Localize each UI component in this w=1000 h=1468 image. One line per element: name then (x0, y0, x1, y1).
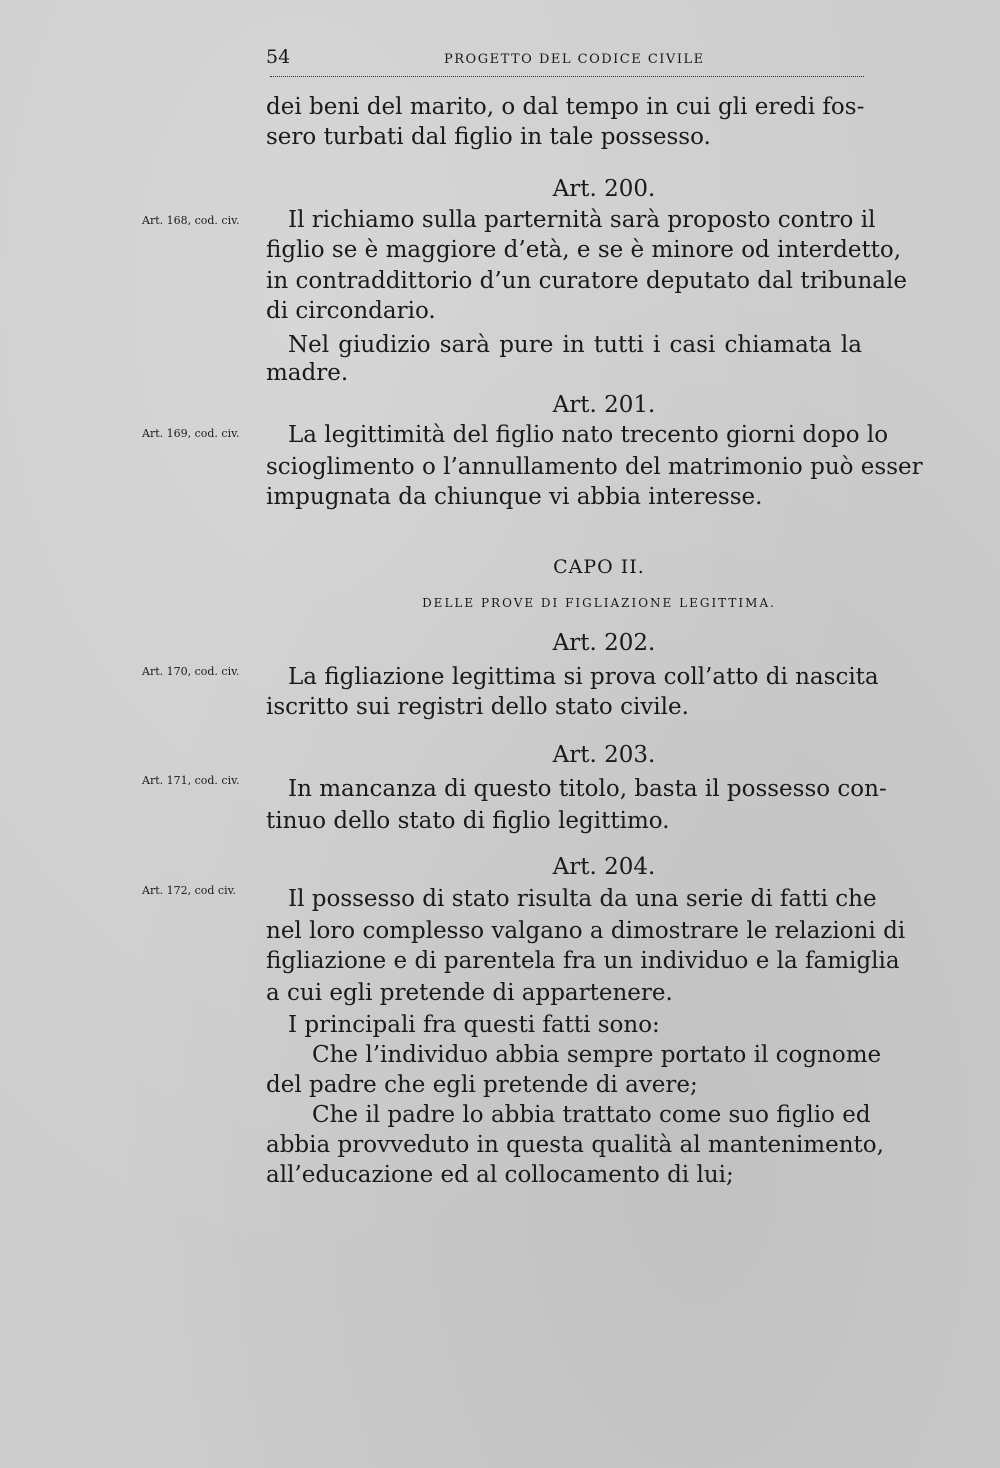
article-line: nel loro complesso valgano a dimostrare le relazioni di (266, 918, 906, 944)
continuation-line: sero turbati dal figlio in tale possesso. (266, 124, 711, 150)
article-line: del padre che egli pretende di avere; (266, 1072, 698, 1098)
article-line: In mancanza di questo titolo, basta il possesso con- (288, 776, 887, 802)
article-line: a cui egli pretende di appartenere. (266, 980, 673, 1006)
article-line: Che il padre lo abbia trattato come suo figlio ed (312, 1102, 871, 1128)
margin-note: Art. 171, cod. civ. (142, 774, 240, 787)
article-heading (266, 390, 862, 420)
article-heading (266, 628, 862, 658)
article-heading (266, 740, 862, 770)
article-heading-text: Art. 204. (552, 854, 656, 880)
article-line: Nel giudizio sarà pure in tutti i casi chiamata la (288, 332, 862, 358)
running-title: PROGETTO DEL CODICE CIVILE (444, 52, 705, 67)
chapter-subtitle-text: DELLE PROVE DI FIGLIAZIONE LEGITTIMA. (422, 596, 776, 610)
article-line: iscritto sui registri dello stato civile. (266, 694, 689, 720)
continuation-line: dei beni del marito, o dal tempo in cui gli eredi fos- (266, 94, 865, 120)
article-heading-text: Art. 200. (552, 176, 656, 202)
article-line: Il possesso di stato risulta da una serie di fatti che (288, 886, 877, 912)
article-line: abbia provveduto in questa qualità al mantenimento, (266, 1132, 884, 1158)
article-line: figliazione e di parentela fra un individuo e la famiglia (266, 948, 900, 974)
margin-note: Art. 170, cod. civ. (142, 665, 240, 678)
article-line: figlio se è maggiore d’età, e se è minore od interdetto, (266, 237, 902, 263)
article-heading-text: Art. 201. (552, 392, 656, 418)
article-line: Che l’individuo abbia sempre portato il cognome (312, 1042, 882, 1068)
article-line: I principali fra questi fatti sono: (288, 1012, 660, 1038)
margin-note: Art. 168, cod. civ. (142, 214, 240, 227)
chapter-title (266, 554, 862, 580)
article-line: Il richiamo sulla parternità sarà proposto contro il (288, 207, 876, 233)
article-heading-text: Art. 202. (552, 630, 656, 656)
article-line: scioglimento o l’annullamento del matrimonio può esser (266, 454, 923, 480)
margin-note: Art. 172, cod civ. (142, 884, 237, 897)
margin-note: Art. 169, cod. civ. (142, 427, 240, 440)
article-heading (266, 174, 862, 204)
article-line: in contraddittorio d’un curatore deputato dal tribunale (266, 268, 907, 294)
header-rule (270, 76, 864, 77)
article-line: di circondario. (266, 298, 436, 324)
article-heading (266, 852, 862, 882)
page-header (266, 46, 864, 76)
article-line: impugnata da chiunque vi abbia interesse. (266, 484, 763, 510)
article-line: La legittimità del figlio nato trecento giorni dopo lo (288, 422, 889, 448)
article-heading-text: Art. 203. (552, 742, 656, 768)
article-line: tinuo dello stato di figlio legittimo. (266, 808, 670, 834)
article-line: La figliazione legittima si prova coll’atto di nascita (288, 664, 879, 690)
article-line: all’educazione ed al collocamento di lui; (266, 1162, 734, 1188)
chapter-subtitle (266, 594, 862, 612)
article-line: madre. (266, 360, 349, 386)
page-number: 54 (266, 46, 291, 68)
chapter-title-text: CAPO II. (553, 556, 645, 578)
